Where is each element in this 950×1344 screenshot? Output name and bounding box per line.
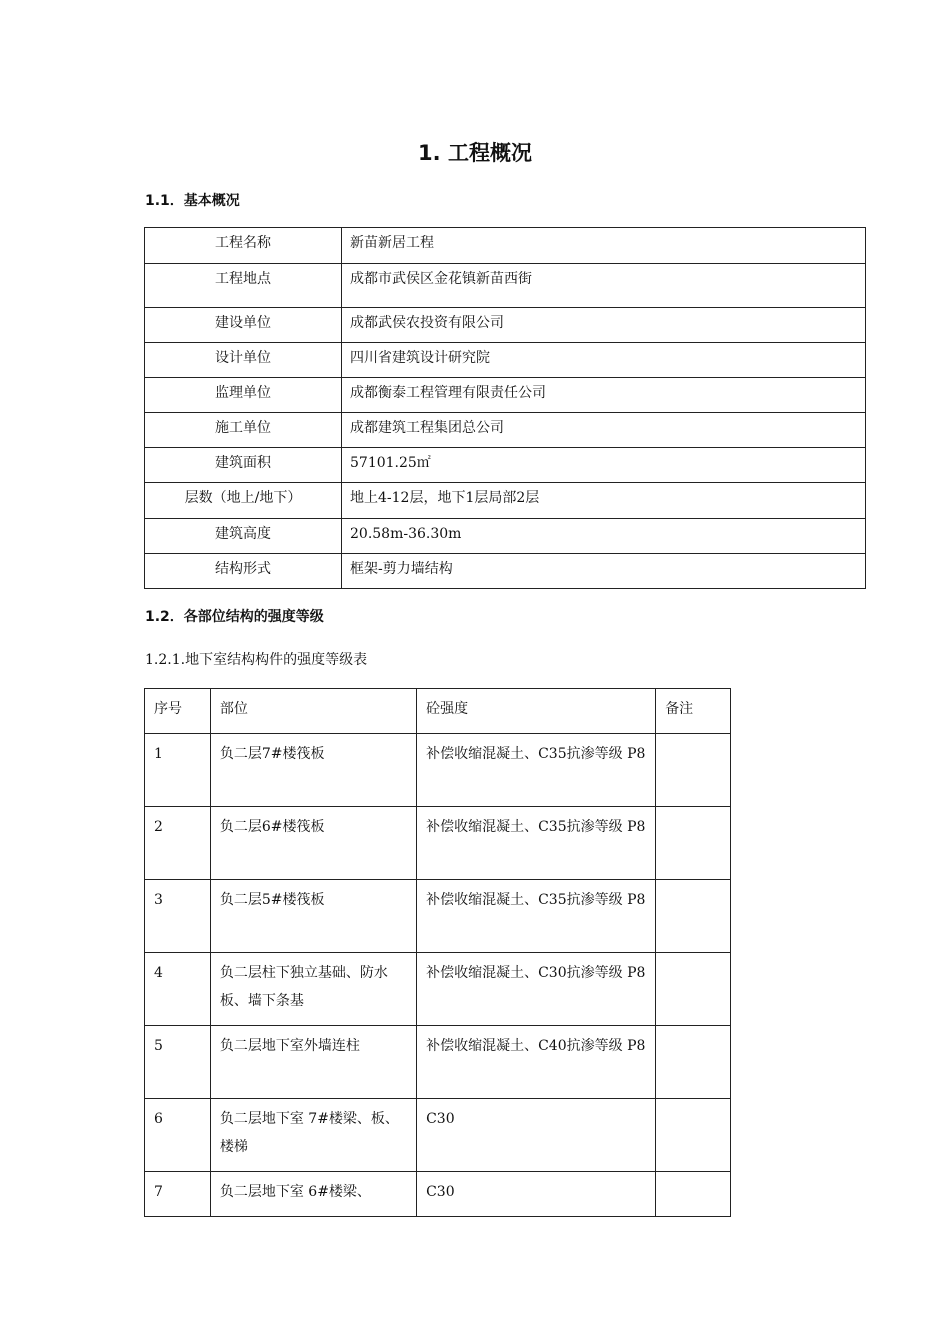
row-value: 20.58m-36.30m bbox=[342, 519, 866, 554]
table-row bbox=[145, 953, 731, 1026]
cell-part: 负二层地下室 7#楼梁、板、楼梯 bbox=[210, 1099, 416, 1172]
header-no: 序号 bbox=[145, 689, 211, 734]
subsection-heading: 1.2.1.地下室结构构件的强度等级表 bbox=[145, 652, 368, 668]
row-label: 建设单位 bbox=[145, 308, 342, 343]
cell-note bbox=[656, 1099, 731, 1172]
table-row bbox=[145, 378, 866, 413]
table-row bbox=[145, 807, 731, 880]
table-header-row bbox=[145, 689, 731, 734]
cell-grade: 补偿收缩混凝土、C35抗渗等级 P8 bbox=[417, 807, 656, 880]
cell-part: 负二层地下室外墙连柱 bbox=[210, 1026, 416, 1099]
cell-note bbox=[656, 807, 731, 880]
cell-part: 负二层5#楼筏板 bbox=[210, 880, 416, 953]
cell-grade: 补偿收缩混凝土、C40抗渗等级 P8 bbox=[417, 1026, 656, 1099]
section-heading-basic: 1.1．基本概况 bbox=[145, 193, 240, 209]
header-note: 备注 bbox=[656, 689, 731, 734]
table-row bbox=[145, 554, 866, 589]
cell-part: 负二层6#楼筏板 bbox=[210, 807, 416, 880]
cell-grade: C30 bbox=[417, 1099, 656, 1172]
cell-note bbox=[656, 1172, 731, 1217]
row-label: 设计单位 bbox=[145, 343, 342, 378]
cell-note bbox=[656, 953, 731, 1026]
cell-no: 1 bbox=[145, 734, 211, 807]
cell-no: 2 bbox=[145, 807, 211, 880]
cell-no: 6 bbox=[145, 1099, 211, 1172]
table-row bbox=[145, 483, 866, 519]
table-row bbox=[145, 308, 866, 343]
table-row bbox=[145, 519, 866, 554]
cell-note bbox=[656, 1026, 731, 1099]
table-row bbox=[145, 1026, 731, 1099]
cell-note bbox=[656, 880, 731, 953]
row-value: 框架-剪力墙结构 bbox=[342, 554, 866, 589]
table-row bbox=[145, 1172, 731, 1217]
cell-note bbox=[656, 734, 731, 807]
table-row bbox=[145, 448, 866, 483]
row-label: 监理单位 bbox=[145, 378, 342, 413]
section-heading-grades: 1.2．各部位结构的强度等级 bbox=[145, 609, 324, 625]
row-value: 地上4-12层，地下1层局部2层 bbox=[342, 483, 866, 519]
header-grade: 砼强度 bbox=[417, 689, 656, 734]
row-label: 层数（地上/地下） bbox=[145, 483, 342, 519]
cell-grade: 补偿收缩混凝土、C35抗渗等级 P8 bbox=[417, 880, 656, 953]
cell-no: 7 bbox=[145, 1172, 211, 1217]
table-row bbox=[145, 264, 866, 308]
header-part: 部位 bbox=[210, 689, 416, 734]
cell-grade: C30 bbox=[417, 1172, 656, 1217]
row-label: 施工单位 bbox=[145, 413, 342, 448]
row-label: 结构形式 bbox=[145, 554, 342, 589]
row-value: 四川省建筑设计研究院 bbox=[342, 343, 866, 378]
table-row bbox=[145, 343, 866, 378]
row-label: 工程名称 bbox=[145, 228, 342, 264]
row-value: 新苗新居工程 bbox=[342, 228, 866, 264]
table-row bbox=[145, 228, 866, 264]
overview-table bbox=[144, 227, 866, 589]
cell-grade: 补偿收缩混凝土、C30抗渗等级 P8 bbox=[417, 953, 656, 1026]
row-value: 成都建筑工程集团总公司 bbox=[342, 413, 866, 448]
row-value: 57101.25㎡ bbox=[342, 448, 866, 483]
table-row bbox=[145, 413, 866, 448]
table-row bbox=[145, 1099, 731, 1172]
cell-no: 5 bbox=[145, 1026, 211, 1099]
cell-part: 负二层地下室 6#楼梁、 bbox=[210, 1172, 416, 1217]
row-label: 工程地点 bbox=[145, 264, 342, 308]
row-value: 成都市武侯区金花镇新苗西街 bbox=[342, 264, 866, 308]
strength-grade-table bbox=[144, 688, 731, 1217]
cell-no: 4 bbox=[145, 953, 211, 1026]
row-label: 建筑面积 bbox=[145, 448, 342, 483]
cell-grade: 补偿收缩混凝土、C35抗渗等级 P8 bbox=[417, 734, 656, 807]
row-value: 成都武侯农投资有限公司 bbox=[342, 308, 866, 343]
cell-part: 负二层7#楼筏板 bbox=[210, 734, 416, 807]
cell-part: 负二层柱下独立基础、防水板、墙下条基 bbox=[210, 953, 416, 1026]
row-value: 成都衡泰工程管理有限责任公司 bbox=[342, 378, 866, 413]
row-label: 建筑高度 bbox=[145, 519, 342, 554]
table-row bbox=[145, 734, 731, 807]
page-title: 1. 工程概况 bbox=[418, 141, 532, 165]
table-row bbox=[145, 880, 731, 953]
cell-no: 3 bbox=[145, 880, 211, 953]
